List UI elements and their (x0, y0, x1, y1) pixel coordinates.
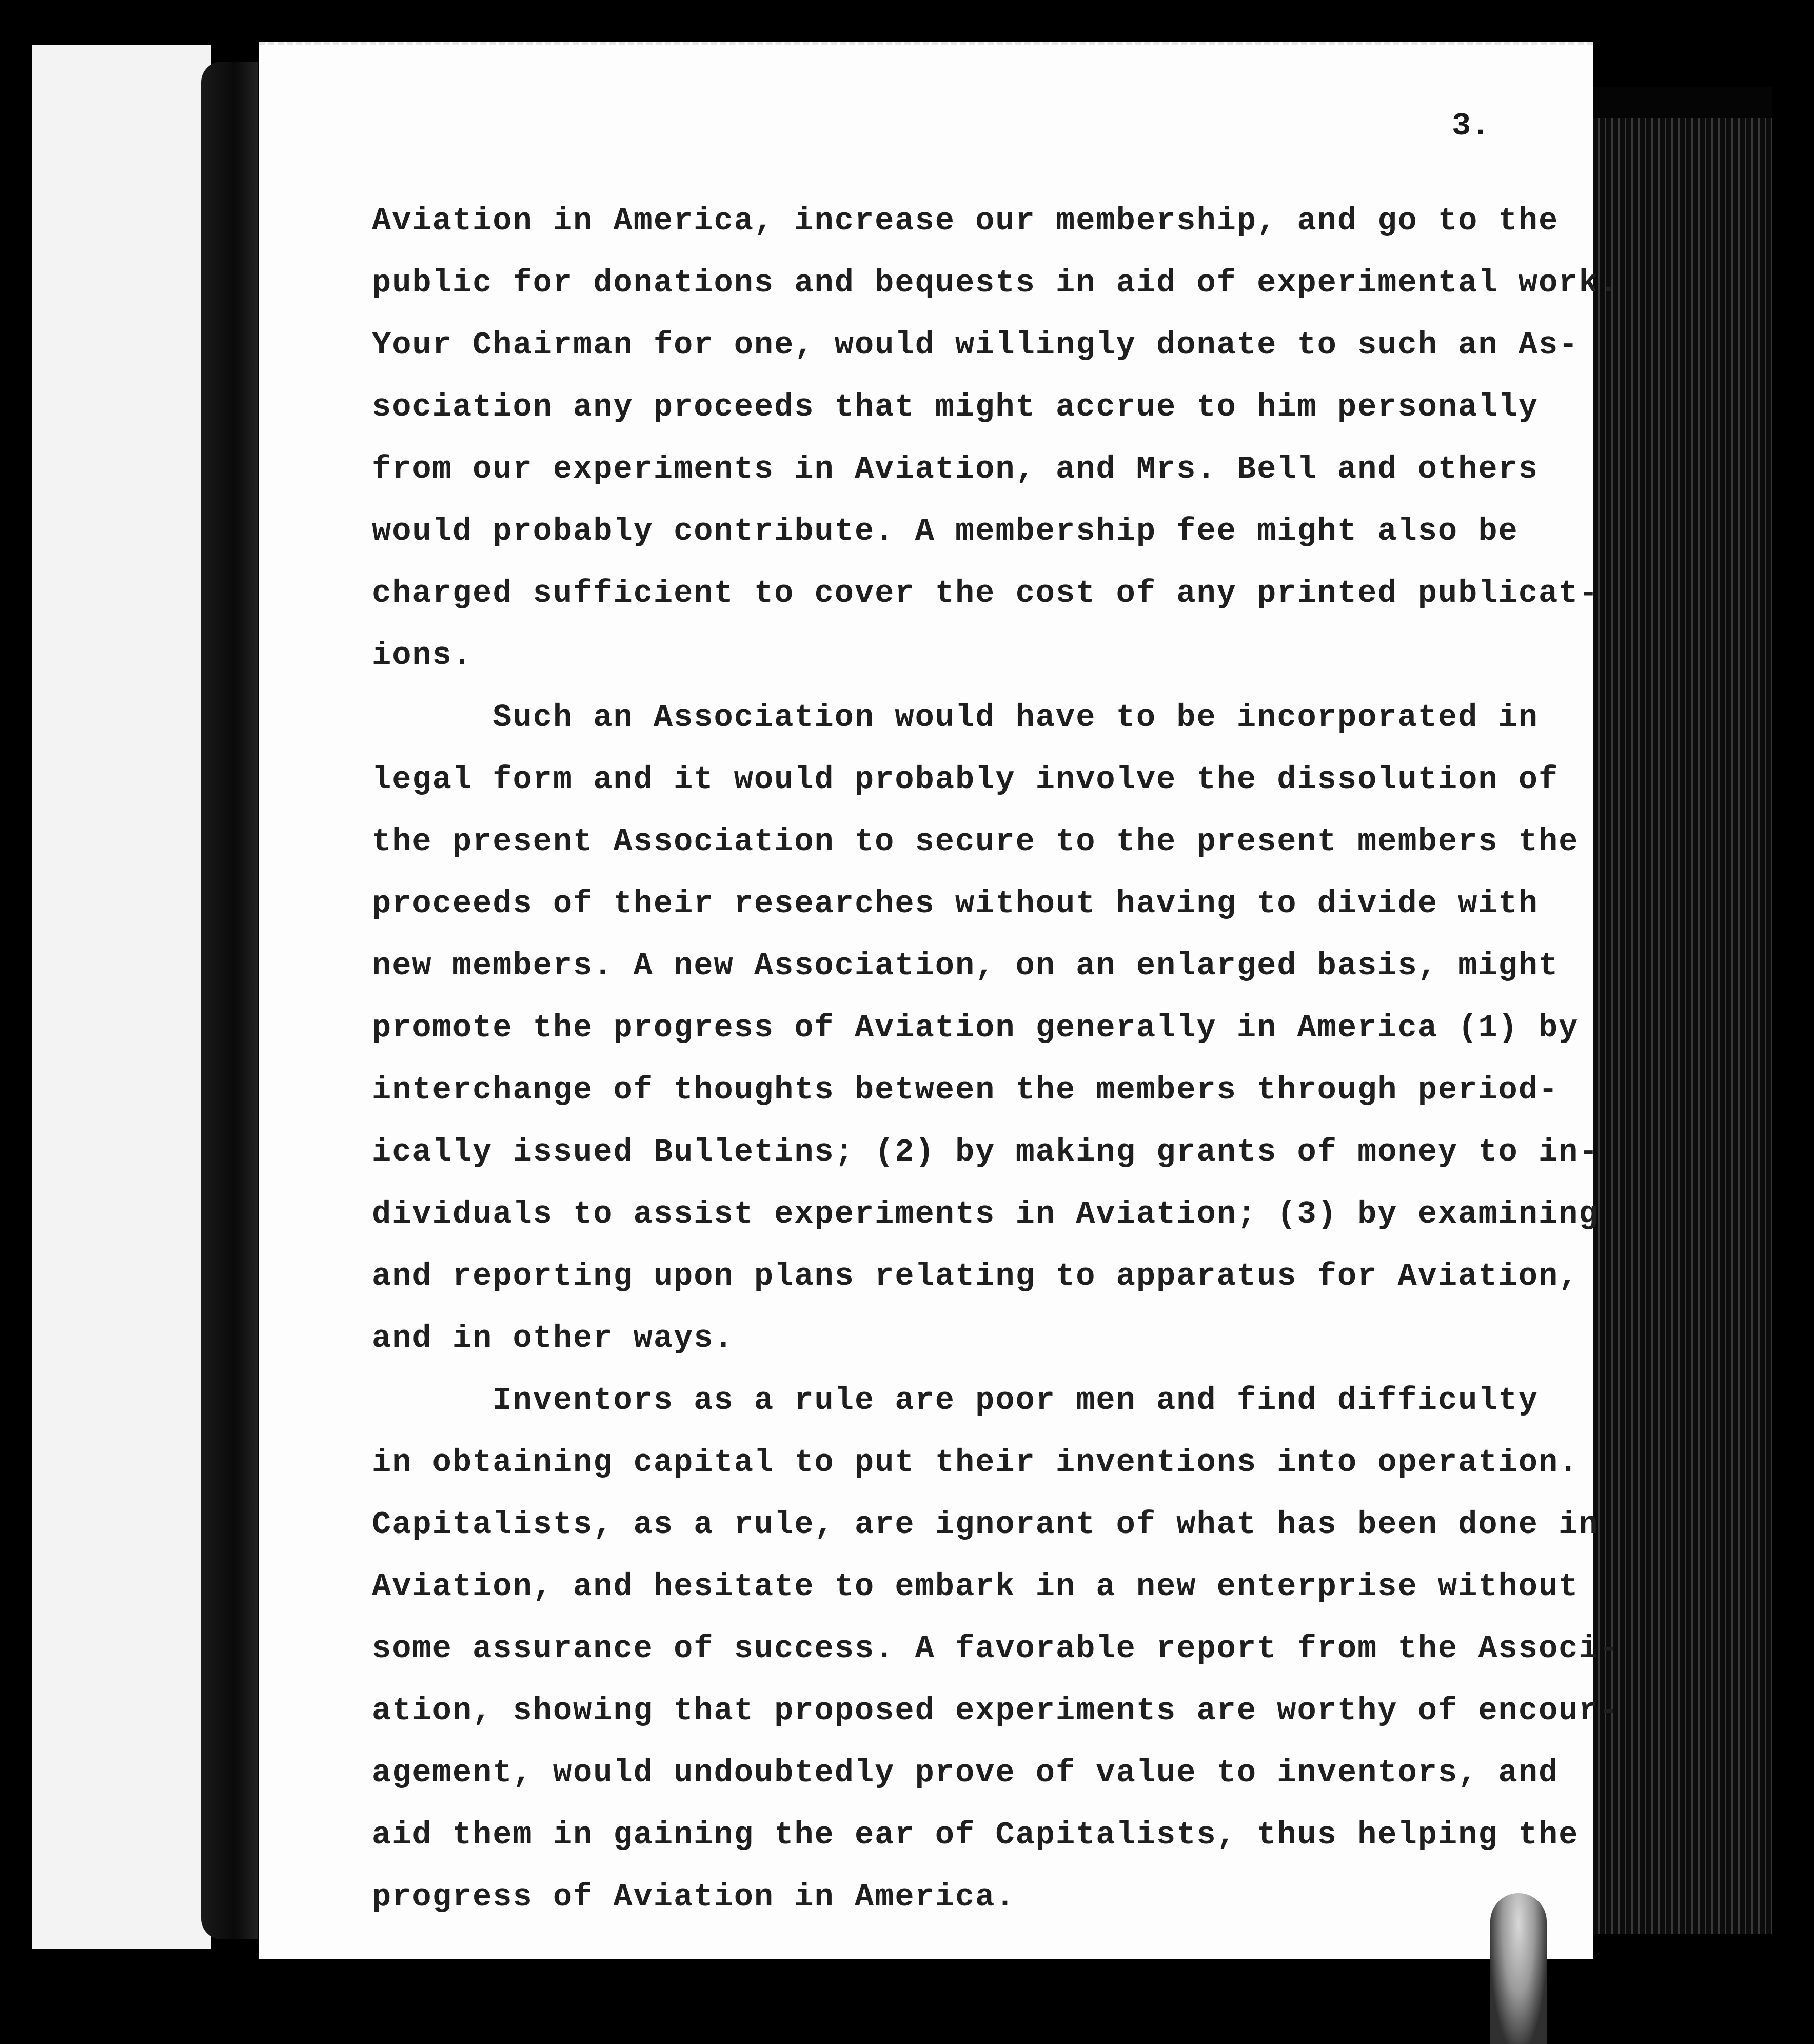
text-line: Such an Association would have to be incorporated in (372, 699, 1539, 736)
text-line: ions. (372, 637, 473, 674)
text-line: progress of Aviation in America. (372, 1879, 1016, 1915)
text-line: aid them in gaining the ear of Capitalists, thus helping the (372, 1817, 1579, 1853)
text-line: agement, would undoubtedly prove of value to inventors, and (372, 1755, 1559, 1791)
text-line: sociation any proceeds that might accrue to him personally (372, 389, 1539, 425)
pen-tip (1490, 1893, 1547, 2044)
text-line: would probably contribute. A membership fee might also be (372, 513, 1519, 549)
text-line: Aviation, and hesitate to embark in a new enterprise without (372, 1568, 1579, 1605)
text-line: new members. A new Association, on an enlarged basis, might (372, 948, 1559, 984)
page-stack-edges (1593, 87, 1772, 1934)
page-number: 3. (1452, 108, 1490, 144)
text-line: Your Chairman for one, would willingly donate to such an As- (372, 327, 1579, 363)
text-line: legal form and it would probably involve the dissolution of (372, 761, 1559, 798)
text-line: public for donations and bequests in aid of experimental work. (372, 265, 1619, 301)
text-line: dividuals to assist experiments in Aviation; (3) by examining (372, 1196, 1599, 1232)
book-gutter (201, 62, 258, 1939)
text-line: proceeds of their researches without having to divide with (372, 886, 1539, 922)
text-line: interchange of thoughts between the members through period- (372, 1072, 1559, 1108)
text-line: ation, showing that proposed experiments are worthy of encour- (372, 1693, 1619, 1729)
text-line: some assurance of success. A favorable report from the Associ- (372, 1630, 1619, 1667)
text-line: Capitalists, as a rule, are ignorant of what has been done in (372, 1506, 1599, 1543)
facing-page-edge (32, 45, 211, 1949)
page-stack-top-shadow (1593, 87, 1772, 118)
text-line: and reporting upon plans relating to apparatus for Aviation, (372, 1258, 1579, 1294)
text-line: promote the progress of Aviation generally in America (1) by (372, 1010, 1579, 1046)
text-line: in obtaining capital to put their inventions into operation. (372, 1444, 1579, 1481)
text-line: charged sufficient to cover the cost of any printed publicat- (372, 575, 1599, 612)
text-line: ically issued Bulletins; (2) by making grants of money to in- (372, 1134, 1599, 1170)
text-line: the present Association to secure to the present members the (372, 823, 1579, 860)
text-line: and in other ways. (372, 1320, 734, 1357)
text-line: Aviation in America, increase our membership, and go to the (372, 203, 1559, 239)
text-line: from our experiments in Aviation, and Mrs. Bell and others (372, 451, 1539, 487)
text-line: Inventors as a rule are poor men and find difficulty (372, 1382, 1539, 1419)
